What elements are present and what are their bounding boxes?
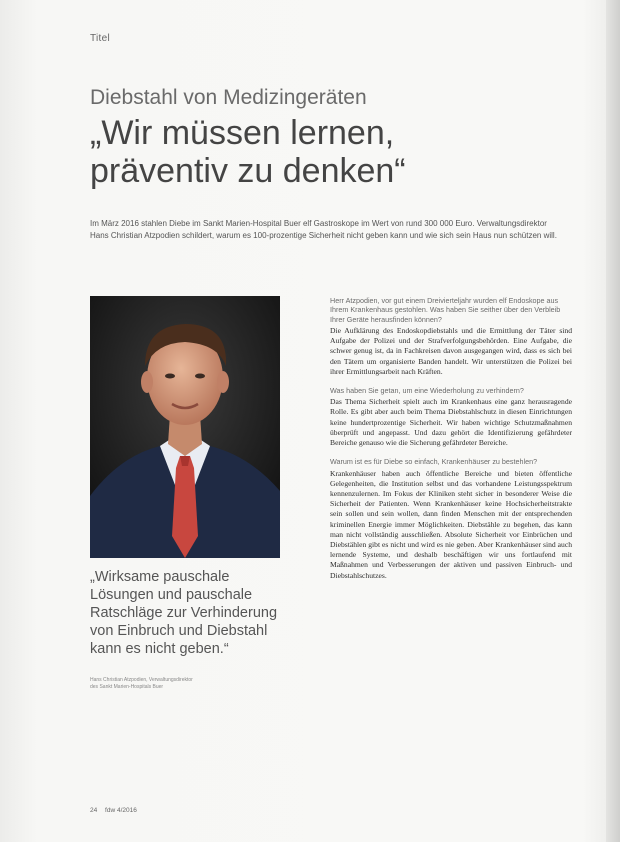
headline-line: „Wir müssen lernen, — [90, 114, 395, 152]
caption-line: Hans Christian Atzpodien, Verwaltungsdirektor — [90, 677, 193, 683]
portrait-illustration — [90, 296, 280, 558]
headline-line: präventiv zu denken“ — [90, 152, 406, 190]
article-lead: Im März 2016 stahlen Diebe im Sankt Marien-Hospital Buer elf Gastroskope im Wert von rund 300 000 Euro. Verwaltungsdirektor Hans Christian Atzpodien schildert, warum es 100-prozentige Sicherheit nicht geben kann und wie sich sein Haus nun schützen will. — [90, 219, 557, 240]
publication-name: fdw 4/2016 — [105, 807, 137, 814]
quote-line: Ratschläge zur Verhinderung — [90, 605, 278, 621]
page-footer — [90, 807, 143, 814]
page-spine-shadow — [606, 0, 620, 842]
interview-answer: Das Thema Sicherheit spielt auch im Krankenhaus eine ganz herausragende Rolle. Es gibt aber auch beim Thema Diebstahlschutz in diesen Einrichtungen keine hundertprozentige Sicherheit. Wir haben wichtige Schutzmaßnahmen überprüft und angepasst. Und dazu gehört die Identifizierung gefährdeter Bereiche genauso wie die Sicherung gefährdeter Bereiche. — [330, 397, 572, 448]
quote-line: Lösungen und pauschale — [90, 587, 253, 603]
quote-line: kann es nicht geben.“ — [90, 641, 229, 657]
interview-column — [330, 296, 572, 590]
interview-question: Herr Atzpodien, vor gut einem Dreivierteljahr wurden elf Endoskope aus Ihrem Krankenhaus gestohlen. Was haben Sie seither über den Verbleib Ihrer Geräte herausfinden können? — [330, 296, 561, 324]
interview-question: Was haben Sie getan, um eine Wiederholung zu verhindern? — [330, 385, 524, 395]
portrait-photo — [90, 296, 280, 558]
article-headline — [90, 114, 570, 190]
section-label: Titel — [90, 33, 111, 44]
interview-question: Warum ist es für Diebe so einfach, Krankenhäuser zu bestehlen? — [330, 457, 538, 467]
photo-caption — [90, 677, 260, 691]
caption-line: des Sankt Marien-Hospitals Buer — [90, 684, 164, 690]
quote-line: von Einbruch und Diebstahl — [90, 623, 268, 639]
article-overline: Diebstahl von Medizingeräten — [90, 86, 367, 109]
page-number: 24 — [90, 807, 98, 814]
interview-answer: Die Aufklärung des Endoskopdiebstahls und die Ermittlung der Täter sind Aufgabe der Polizei und der Strafverfolgungsbehörden. Eine Aufgabe, die schwer genug ist, da in Fachkreisen davon ausgegangen wird, dass es sich bei den Tätern um organisierte Banden handelt. Wir unterstützen die Polizei bei ihrer Ermittlungsarbeit nach Kräften. — [330, 325, 572, 376]
pull-quote — [90, 568, 310, 658]
quote-line: „Wirksame pauschale — [90, 569, 230, 585]
interview-answer: Krankenhäuser haben auch öffentliche Bereiche und bieten öffentliche Gelegenheiten, die Institution selbst und das vorhandene Leistungsspektrum kennenzulernen. Im Fokus der Kliniken steht sicher in besonderer Weise die Sicherheit der Patienten. Wenn Krankenhäuser keine Hochsicherheitstrakte sein sollen und sein wollen, dann finden Menschen mit der entsprechenden kriminellen Energie immer Möglichkeiten. Diebstähle zu begehen, das kann man nicht vollständig ausschließen. Absolute Sicherheit vor Einbrüchen und Diebstählen gibt es nicht und wird es nie geben. Aber Krankenhäuser sind auch lernende Systeme, und deshalb beschäftigen wir uns fortlaufend mit Maßnahmen und Verbesserungen der aktiven und passiven Einbruch- und Diebstahlschutzes. — [330, 468, 572, 580]
